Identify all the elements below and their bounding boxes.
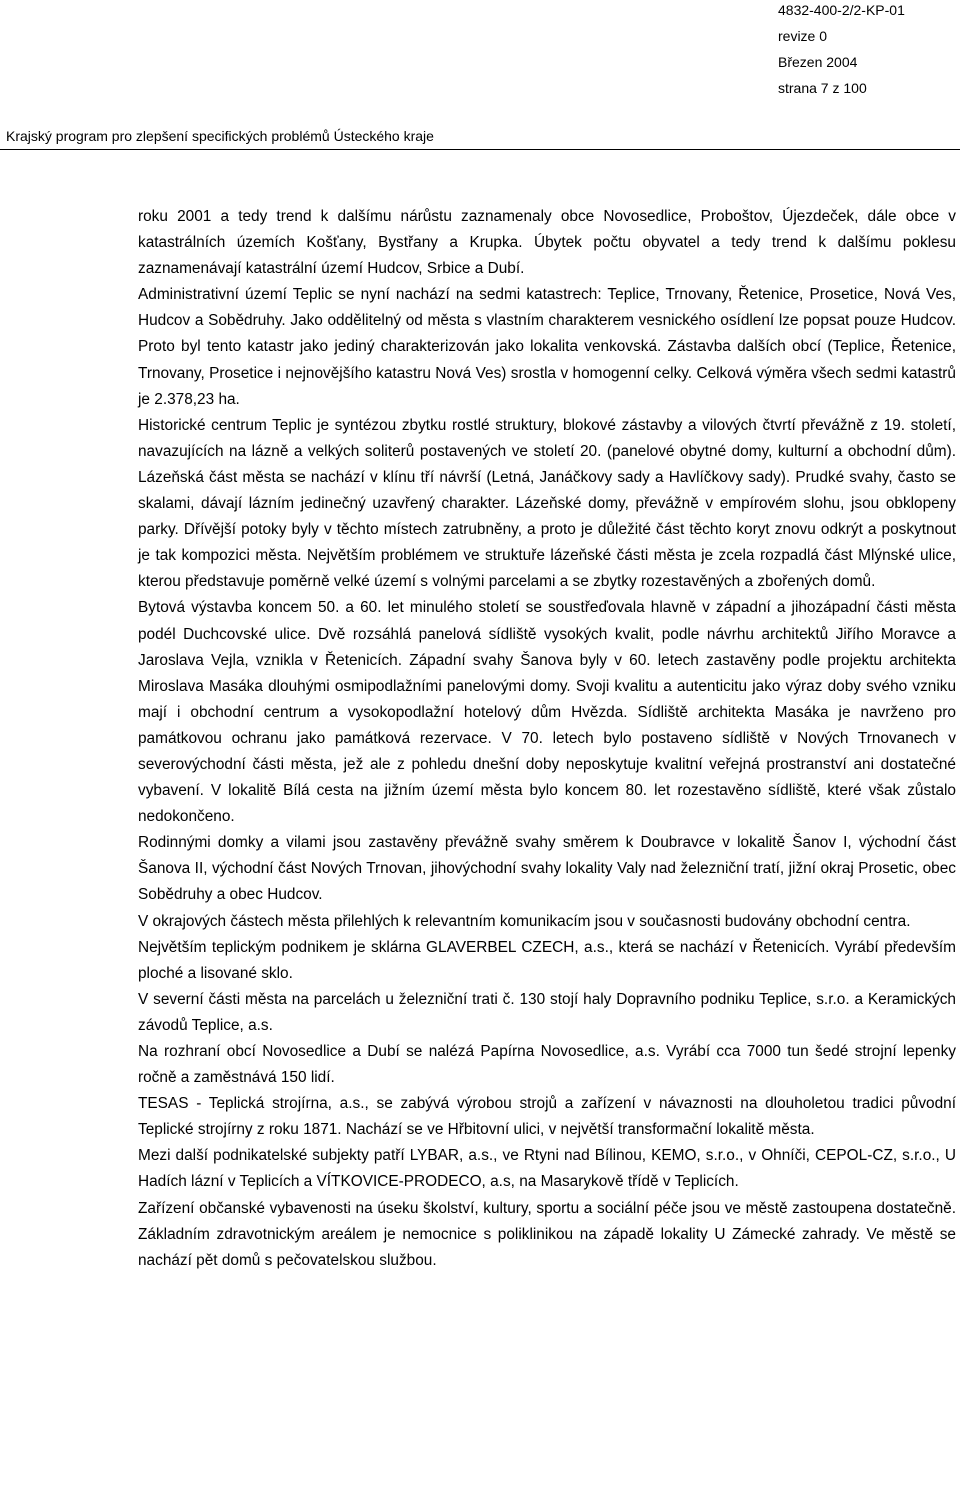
paragraph: Mezi další podnikatelské subjekty patří LYBAR, a.s., ve Rtyni nad Bílinou, KEMO, s.r.o., v Ohníči, CEPOL-CZ, s.r.o., U Hadích lázní v Teplicích a VÍTKOVICE-PRODECO, a.s, na Masarykově třídě v Teplicích. bbox=[138, 1147, 956, 1191]
paragraph: Největším teplickým podnikem je sklárna GLAVERBEL CZECH, a.s., která se nachází v Řetenicích. Vyrábí především ploché a lisované sklo. bbox=[138, 938, 956, 982]
paragraph: Na rozhraní obcí Novosedlice a Dubí se nalézá Papírna Novosedlice, a.s. Vyrábí cca 7000 tun šedé strojní lepenky ročně a zaměstnává 150 lidí. bbox=[138, 1043, 956, 1087]
header-divider bbox=[0, 149, 960, 150]
document-number: 4832-400-2/2-KP-01 bbox=[778, 2, 905, 18]
document-body bbox=[138, 204, 956, 1274]
paragraph: Administrativní území Teplic se nyní nachází na sedmi katastrech: Teplice, Trnovany, Řetenice, Prosetice, Nová Ves, Hudcov a Sobědruhy. Jako oddělitelný od města s vlastním charakterem vesnického osídlení lze popsat pouze Hudcov. Proto byl tento katastr jako jediný charakterizován jako lokalita venkovská. Zástavba dalších obcí (Teplice, Řetenice, Trnovany, Prosetice i nejnovějšího katastru Nová Ves) srostla v homogenní celky. Celková výměra všech sedmi katastrů je 2.378,23 ha. bbox=[138, 286, 956, 408]
page-number: strana 7 z 100 bbox=[778, 80, 867, 96]
revision-label: revize 0 bbox=[778, 28, 828, 44]
paragraph: Historické centrum Teplic je syntézou zbytku rostlé struktury, blokové zástavby a vilových čtvrtí převážně z 19. století, navazujících na lázně a velkých soliterů postavených ve století 20. (panelové obytné domy, kulturní a obchodní dům). Lázeňská část města se nachází v klínu tří návrší (Letná, Janáčkovy sady a Havlíčkovy sady). Prudké svahy, často se skalami, dávají lázním jedinečný uzavřený charakter. Lázeňské domy, převážně v empírovém slohu, jsou obklopeny parky. Dřívější potoky byly v těchto místech zatrubněny, a proto je důležité část těchto koryt znovu odkrýt a poskytnout je tak kompozici města. Největším problémem ve struktuře lázeňské části města je zcela rozpadlá část Mlýnské ulice, kterou představuje poměrně velké území s volnými parcelami a se zbytky rozestavěných a zbořených domů. bbox=[138, 416, 956, 591]
paragraph: Bytová výstavba koncem 50. a 60. let minulého století se soustřeďovala hlavně v západní a jihozápadní části města podél Duchcovské ulice. Dvě rozsáhlá panelová sídliště vysokých kvalit, podle návrhu architektů Jiřího Moravce a Jaroslava Vejla, vznikla v Řetenicích. Západní svahy Šanova byly v 60. letech zastavěny podle projektu architekta Miroslava Masáka dlouhými osmipodlažními panelovými domy. Svoji kvalitu a autenticitu jako výraz doby svého vzniku mají i obchodní centrum a vysokopodlažní hotelový dům Hvězda. Sídliště architekta Masáka je navrženo pro památkovou ochranu jako památková rezervace. V 70. letech bylo postaveno sídliště v Nových Trnovanech v severovýchodní části města, jež ale z pohledu dnešní doby neposkytuje kvalitní veřejná prostranství ani dostatečné vybavení. V lokalitě Bílá cesta na jižním území města bylo koncem 80. let rozestavěno sídliště, které však zůstalo nedokončeno. bbox=[138, 599, 956, 826]
program-title: Krajský program pro zlepšení specifických problémů Ústeckého kraje bbox=[6, 128, 434, 144]
paragraph: V okrajových částech města přilehlých k relevantním komunikacím jsou v současnosti budovány obchodní centra. bbox=[138, 912, 911, 930]
paragraph: V severní části města na parcelách u železniční trati č. 130 stojí haly Dopravního podniku Teplice, s.r.o. a Keramických závodů Teplice, a.s. bbox=[138, 990, 956, 1034]
paragraph: Rodinnými domky a vilami jsou zastavěny převážně svahy směrem k Doubravce v lokalitě Šanov I, východní část Šanova II, východní část Nových Trnovan, jihovýchodní svahy lokality Valy nad železniční tratí, jižní okraj Prosetic, obec Sobědruhy a obec Hudcov. bbox=[138, 834, 956, 904]
document-meta bbox=[778, 0, 953, 101]
paragraph: roku 2001 a tedy trend k dalšímu nárůstu zaznamenaly obce Novosedlice, Proboštov, Újezdeček, dále obce v katastrálních územích Košťany, Bystřany a Krupka. Úbytek počtu obyvatel a tedy trend k dalšímu poklesu zaznamenávají katastrální území Hudcov, Srbice a Dubí. bbox=[138, 208, 956, 278]
paragraph: Zařízení občanské vybavenosti na úseku školství, kultury, sportu a sociální péče jsou ve městě zastoupena dostatečně. Základním zdravotnickým areálem je nemocnice s poliklinikou na západě lokality U Zámecké zahrady. Ve městě se nachází pět domů s pečovatelskou službou. bbox=[138, 1199, 956, 1269]
paragraph: TESAS - Teplická strojírna, a.s., se zabývá výrobou strojů a zařízení v návaznosti na dlouholetou tradici původní Teplické strojírny z roku 1871. Nachází se ve Hřbitovní ulici, v největší transformační lokalitě města. bbox=[138, 1095, 956, 1139]
document-date: Březen 2004 bbox=[778, 54, 858, 70]
